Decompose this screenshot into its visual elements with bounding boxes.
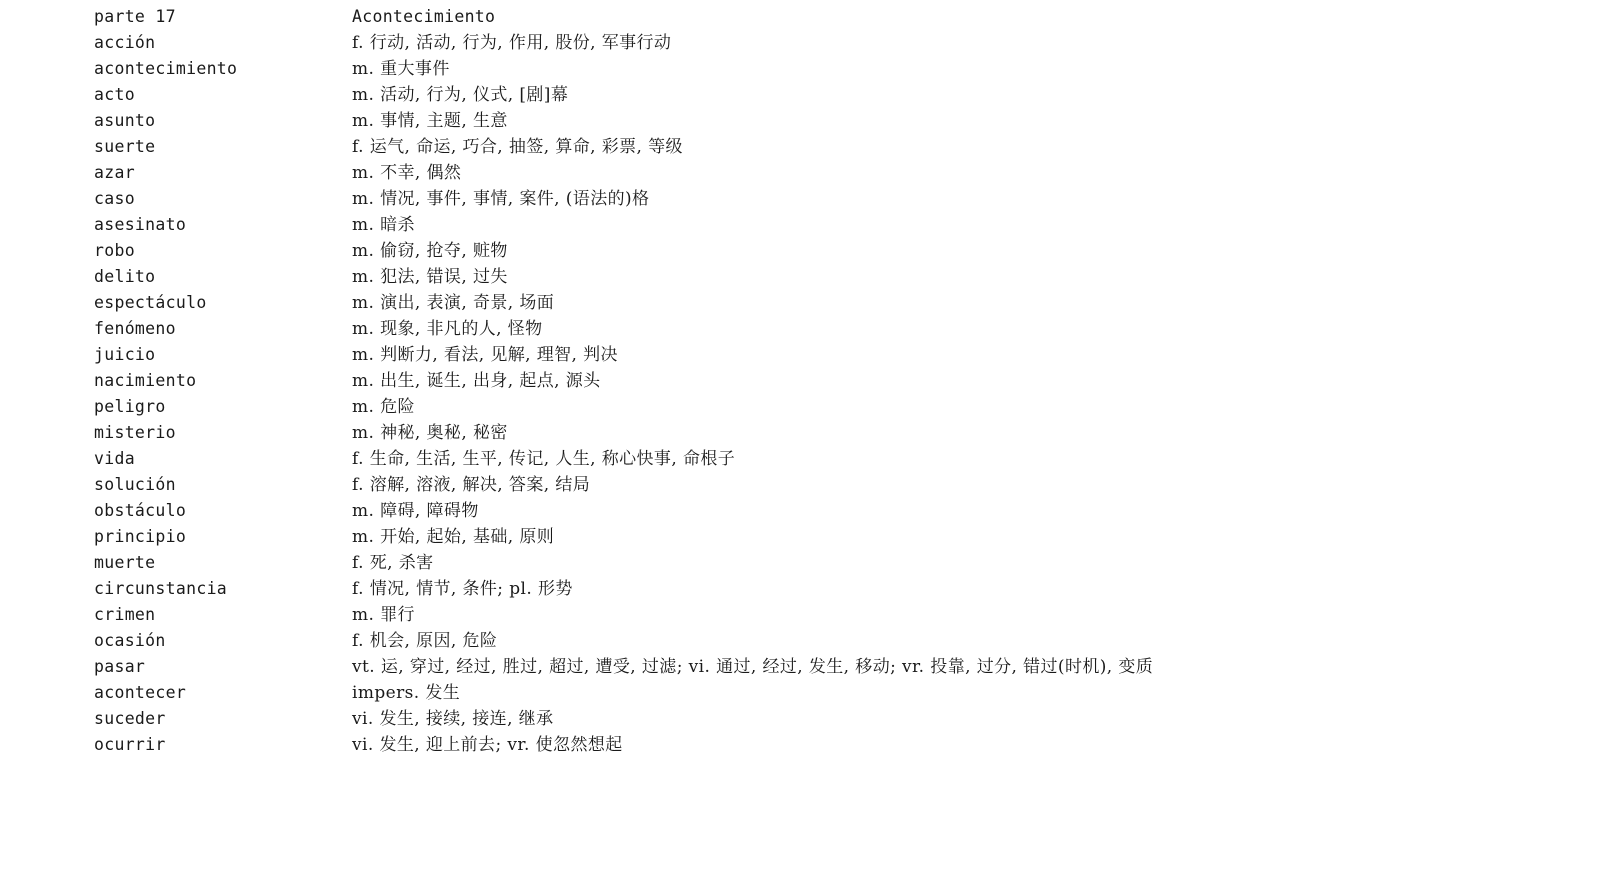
- list-item: [94, 550, 1153, 576]
- list-item: [94, 56, 1153, 82]
- list-item: [94, 368, 1153, 394]
- spanish-word: acontecimiento: [94, 59, 238, 78]
- chinese-gloss: vi. 发生, 迎上前去; vr. 使忽然想起: [352, 735, 623, 755]
- spanish-word: asesinato: [94, 215, 187, 234]
- spanish-word: vida: [94, 449, 135, 468]
- chinese-gloss: m. 事情, 主题, 生意: [352, 111, 508, 131]
- chinese-gloss: impers. 发生: [352, 683, 461, 703]
- chinese-gloss: m. 神秘, 奥秘, 秘密: [352, 423, 508, 443]
- chinese-gloss: m. 危险: [352, 397, 415, 417]
- spanish-word: asunto: [94, 111, 156, 130]
- list-item: [94, 316, 1153, 342]
- list-item: [94, 30, 1153, 56]
- list-item: [94, 186, 1153, 212]
- spanish-word: peligro: [94, 397, 166, 416]
- spanish-word: pasar: [94, 657, 146, 676]
- spanish-word: robo: [94, 241, 135, 260]
- chinese-gloss: m. 障碍, 障碍物: [352, 501, 479, 521]
- list-item: [94, 732, 1153, 758]
- list-item: [94, 472, 1153, 498]
- spanish-word: juicio: [94, 345, 156, 364]
- list-item: [94, 108, 1153, 134]
- chinese-gloss: m. 罪行: [352, 605, 415, 625]
- chinese-gloss: f. 情况, 情节, 条件; pl. 形势: [352, 579, 573, 599]
- spanish-word: delito: [94, 267, 156, 286]
- vocabulary-list: [94, 4, 1153, 758]
- list-item: [94, 446, 1153, 472]
- list-item: [94, 602, 1153, 628]
- spanish-word: nacimiento: [94, 371, 197, 390]
- spanish-word: fenómeno: [94, 319, 176, 338]
- spanish-word: obstáculo: [94, 501, 187, 520]
- list-item: [94, 290, 1153, 316]
- chinese-gloss: f. 死, 杀害: [352, 553, 434, 573]
- list-item: [94, 420, 1153, 446]
- chinese-gloss: f. 运气, 命运, 巧合, 抽签, 算命, 彩票, 等级: [352, 137, 683, 157]
- chinese-gloss: f. 生命, 生活, 生平, 传记, 人生, 称心快事, 命根子: [352, 449, 736, 469]
- spanish-word: solución: [94, 475, 176, 494]
- chinese-gloss: m. 判断力, 看法, 见解, 理智, 判决: [352, 345, 618, 365]
- list-item: [94, 264, 1153, 290]
- chinese-gloss: m. 现象, 非凡的人, 怪物: [352, 319, 543, 339]
- spanish-word: suceder: [94, 709, 166, 728]
- chinese-gloss: vt. 运, 穿过, 经过, 胜过, 超过, 遭受, 过滤; vi. 通过, 经过, 发生, 移动; vr. 投靠, 过分, 错过(时机), 变质: [352, 657, 1154, 677]
- chinese-gloss: m. 情况, 事件, 事情, 案件, (语法的)格: [352, 189, 650, 209]
- list-item: [94, 706, 1153, 732]
- chinese-gloss: f. 溶解, 溶液, 解决, 答案, 结局: [352, 475, 591, 495]
- spanish-word: espectáculo: [94, 293, 207, 312]
- spanish-word: circunstancia: [94, 579, 228, 598]
- spanish-word: ocurrir: [94, 735, 166, 754]
- list-item: [94, 498, 1153, 524]
- section-title: parte 17: [94, 7, 176, 26]
- section-topic: Acontecimiento: [352, 7, 496, 26]
- chinese-gloss: m. 重大事件: [352, 59, 450, 79]
- chinese-gloss: m. 偷窃, 抢夺, 赃物: [352, 241, 508, 261]
- list-item: [94, 134, 1153, 160]
- list-item: [94, 524, 1153, 550]
- spanish-word: crimen: [94, 605, 156, 624]
- chinese-gloss: m. 暗杀: [352, 215, 415, 235]
- chinese-gloss: f. 机会, 原因, 危险: [352, 631, 498, 651]
- spanish-word: acontecer: [94, 683, 187, 702]
- chinese-gloss: vi. 发生, 接续, 接连, 继承: [352, 709, 554, 729]
- spanish-word: azar: [94, 163, 135, 182]
- list-item: [94, 680, 1153, 706]
- spanish-word: acción: [94, 33, 156, 52]
- list-item: [94, 238, 1153, 264]
- spanish-word: suerte: [94, 137, 156, 156]
- spanish-word: ocasión: [94, 631, 166, 650]
- chinese-gloss: m. 活动, 行为, 仪式, [剧]幕: [352, 85, 569, 105]
- list-item: [94, 654, 1153, 680]
- spanish-word: principio: [94, 527, 187, 546]
- chinese-gloss: f. 行动, 活动, 行为, 作用, 股份, 军事行动: [352, 33, 672, 53]
- chinese-gloss: m. 出生, 诞生, 出身, 起点, 源头: [352, 371, 601, 391]
- chinese-gloss: m. 演出, 表演, 奇景, 场面: [352, 293, 555, 313]
- spanish-word: caso: [94, 189, 135, 208]
- list-header: [94, 4, 1153, 30]
- list-item: [94, 212, 1153, 238]
- chinese-gloss: m. 开始, 起始, 基础, 原则: [352, 527, 555, 547]
- list-item: [94, 394, 1153, 420]
- list-item: [94, 160, 1153, 186]
- chinese-gloss: m. 犯法, 错误, 过失: [352, 267, 508, 287]
- list-item: [94, 576, 1153, 602]
- chinese-gloss: m. 不幸, 偶然: [352, 163, 462, 183]
- spanish-word: muerte: [94, 553, 156, 572]
- list-item: [94, 628, 1153, 654]
- spanish-word: acto: [94, 85, 135, 104]
- spanish-word: misterio: [94, 423, 176, 442]
- list-item: [94, 342, 1153, 368]
- list-item: [94, 82, 1153, 108]
